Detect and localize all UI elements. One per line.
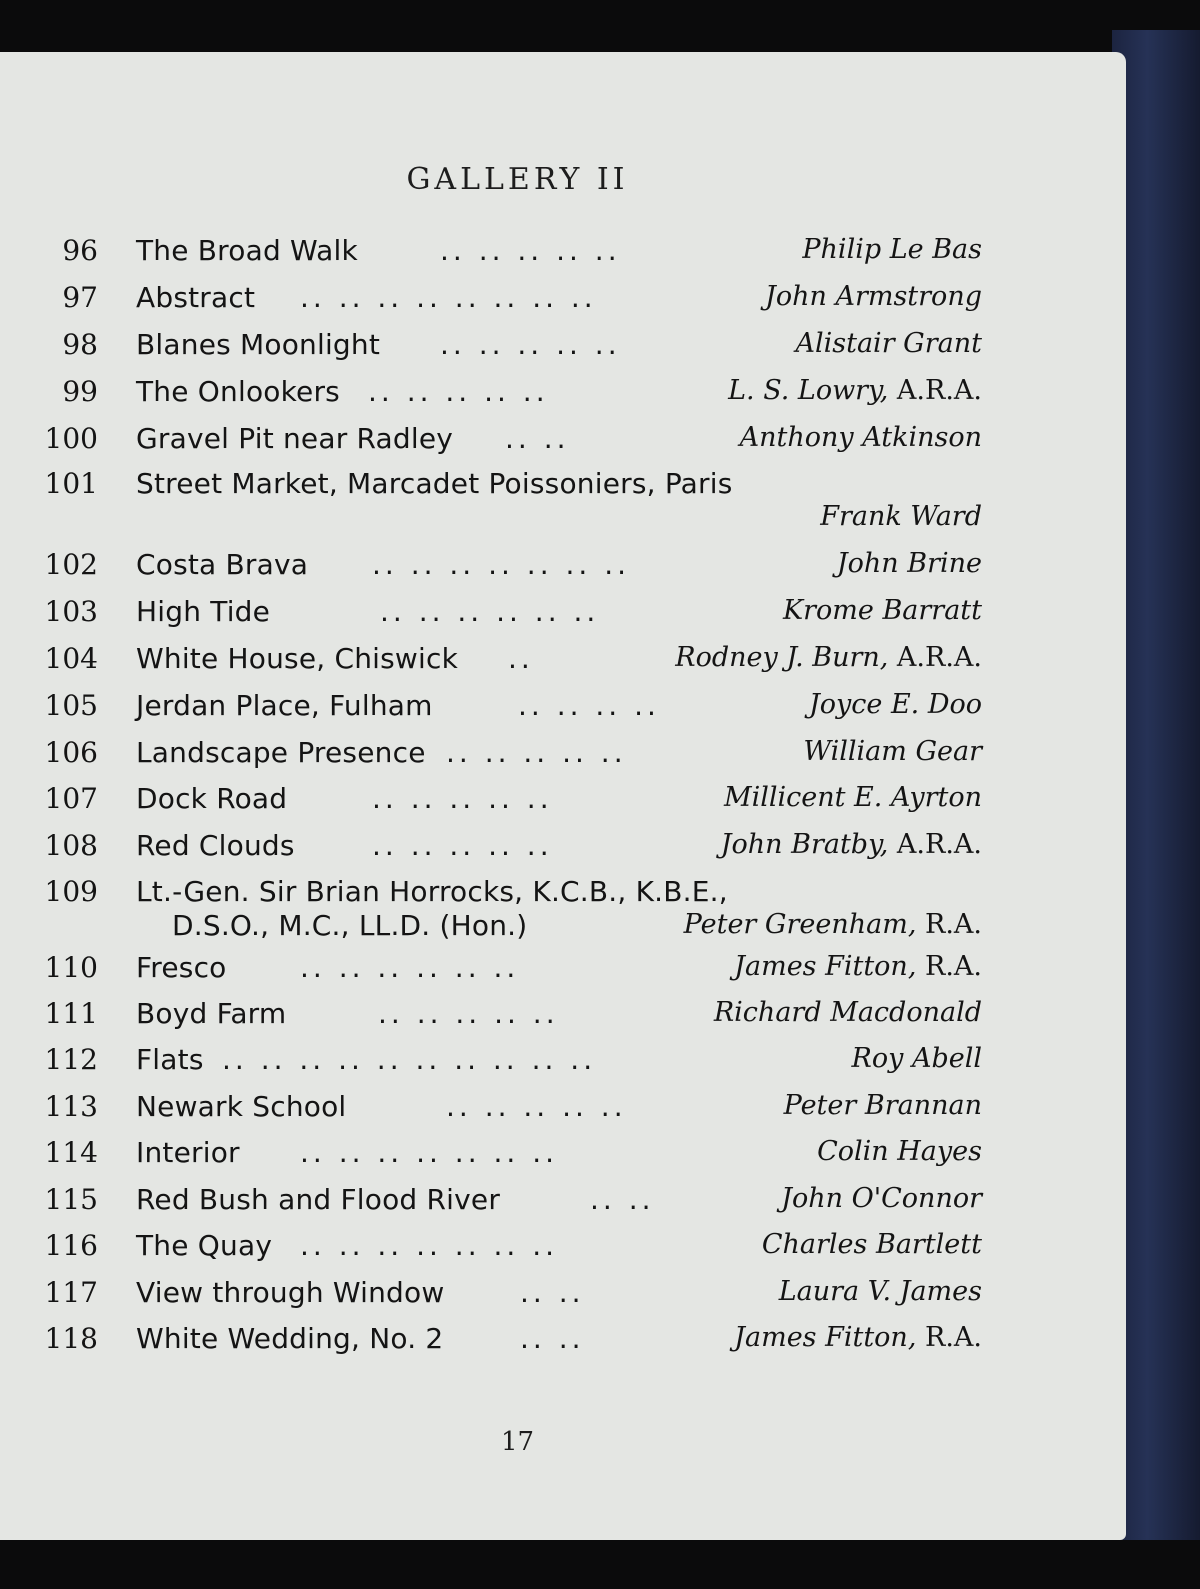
entry-number: 99	[62, 375, 98, 408]
entry-artist: Charles Bartlett	[761, 1229, 982, 1260]
entry-artist: John Brine	[836, 548, 982, 579]
entry-number: 114	[44, 1136, 98, 1169]
entry-title: Fresco	[136, 951, 227, 984]
entry-artist: John Armstrong	[765, 281, 982, 312]
catalogue-entry	[0, 642, 1000, 686]
catalogue-entry	[0, 1136, 1000, 1180]
entry-number: 112	[44, 1043, 98, 1076]
entry-number: 98	[62, 328, 98, 361]
leader-dots: .. .. .. .. .. .. ..	[300, 1136, 559, 1169]
catalogue-entry	[0, 1229, 1000, 1273]
entry-number: 102	[44, 548, 98, 581]
entry-number: 109	[44, 875, 98, 908]
catalogue-entry	[0, 875, 1000, 955]
entry-title: Landscape Presence	[136, 736, 426, 769]
catalogue-entry	[0, 281, 1000, 325]
entry-title: Red Bush and Flood River	[136, 1183, 501, 1216]
entry-number: 105	[44, 689, 98, 722]
entry-title: The Quay	[136, 1229, 273, 1262]
entry-number: 103	[44, 595, 98, 628]
entry-title: Costa Brava	[136, 548, 309, 581]
entry-number: 118	[44, 1322, 98, 1355]
entry-artist: Laura V. James	[778, 1276, 982, 1307]
catalogue-entry	[0, 829, 1000, 873]
entry-number: 100	[44, 422, 98, 455]
catalogue-entry	[0, 375, 1000, 419]
catalogue-entry	[0, 234, 1000, 278]
catalogue-entry	[0, 1322, 1000, 1366]
entry-title: Abstract	[136, 281, 256, 314]
entry-number: 117	[44, 1276, 98, 1309]
entry-artist: Peter Brannan	[783, 1090, 982, 1121]
leader-dots: .. .. .. .. .. ..	[300, 951, 520, 984]
entry-number: 104	[44, 642, 98, 675]
entry-title: Flats	[136, 1043, 204, 1076]
entry-artist: Peter Greenham, R.A.	[683, 909, 982, 940]
entry-artist: Alistair Grant	[795, 328, 982, 359]
entry-number: 111	[44, 997, 98, 1030]
catalogue-entry	[0, 328, 1000, 372]
catalogue-entry	[0, 782, 1000, 826]
catalogue-entry	[0, 736, 1000, 780]
catalogue-entry	[0, 1043, 1000, 1087]
entry-title: Street Market, Marcadet Poissoniers, Paris	[136, 467, 733, 500]
entry-number: 113	[44, 1090, 98, 1123]
leader-dots: .. .. .. .. .. ..	[380, 595, 600, 628]
entry-number: 110	[44, 951, 98, 984]
entry-artist: Krome Barratt	[782, 595, 982, 626]
entry-artist: Philip Le Bas	[802, 234, 982, 265]
catalogue-entry	[0, 548, 1000, 592]
entry-title: Lt.-Gen. Sir Brian Horrocks, K.C.B., K.B.E.,	[136, 875, 728, 908]
entry-number: 106	[44, 736, 98, 769]
entry-title-continued: D.S.O., M.C., LL.D. (Hon.)	[172, 909, 528, 942]
catalogue-entry	[0, 422, 1000, 466]
entry-artist: James Fitton, R.A.	[734, 951, 982, 982]
entry-artist: Colin Hayes	[817, 1136, 982, 1167]
catalogue-entry	[0, 1183, 1000, 1227]
leader-dots: .. .. .. .. .. .. .. ..	[300, 281, 597, 314]
leader-dots: .. ..	[520, 1322, 585, 1355]
catalogue-page	[0, 52, 1126, 1540]
leader-dots: .. .. .. ..	[518, 689, 660, 722]
entry-artist: James Fitton, R.A.	[734, 1322, 982, 1353]
entry-number: 97	[62, 281, 98, 314]
leader-dots: .. ..	[520, 1276, 585, 1309]
entry-title: View through Window	[136, 1276, 445, 1309]
catalogue-entry	[0, 467, 1000, 547]
leader-dots: ..	[508, 642, 534, 675]
entry-artist: William Gear	[803, 736, 982, 767]
entry-artist: Joyce E. Doo	[808, 689, 982, 720]
leader-dots: .. .. .. .. ..	[368, 375, 549, 408]
entry-number: 101	[44, 467, 98, 500]
leader-dots: .. .. .. .. ..	[378, 997, 559, 1030]
leader-dots: .. .. .. .. .. .. ..	[372, 548, 631, 581]
entry-number: 115	[44, 1183, 98, 1216]
catalogue-entry	[0, 1090, 1000, 1134]
entry-artist: Millicent E. Ayrton	[723, 782, 982, 813]
entry-title: Boyd Farm	[136, 997, 287, 1030]
catalogue-entry	[0, 595, 1000, 639]
entry-artist: John O'Connor	[781, 1183, 982, 1214]
leader-dots: .. .. .. .. ..	[440, 328, 621, 361]
entry-title: Blanes Moonlight	[136, 328, 381, 361]
entry-title: White House, Chiswick	[136, 642, 459, 675]
catalogue-entry	[0, 997, 1000, 1041]
entry-artist: L. S. Lowry, A.R.A.	[728, 375, 982, 406]
leader-dots: .. .. .. .. .. .. ..	[300, 1229, 559, 1262]
entry-artist: Anthony Atkinson	[739, 422, 982, 453]
entry-artist: Frank Ward	[820, 501, 982, 532]
leader-dots: .. .. .. .. ..	[372, 782, 553, 815]
leader-dots: .. .. .. .. ..	[440, 234, 621, 267]
leader-dots: .. ..	[590, 1183, 655, 1216]
entry-number: 116	[44, 1229, 98, 1262]
entry-title: Interior	[136, 1136, 240, 1169]
leader-dots: .. .. .. .. ..	[446, 736, 627, 769]
entry-artist: Richard Macdonald	[713, 997, 982, 1028]
entry-title: Gravel Pit near Radley	[136, 422, 454, 455]
entry-title: The Onlookers	[136, 375, 340, 408]
entry-artist: Roy Abell	[851, 1043, 982, 1074]
entry-number: 108	[44, 829, 98, 862]
catalogue-entry	[0, 689, 1000, 733]
entry-title: Newark School	[136, 1090, 347, 1123]
catalogue-entry	[0, 1276, 1000, 1320]
entry-title: White Wedding, No. 2	[136, 1322, 444, 1355]
entry-number: 96	[62, 234, 98, 267]
entry-title: The Broad Walk	[136, 234, 358, 267]
entry-title: Jerdan Place, Fulham	[136, 689, 433, 722]
entry-number: 107	[44, 782, 98, 815]
page-number: 17	[500, 1427, 535, 1457]
page-title: GALLERY II	[406, 162, 629, 197]
leader-dots: .. .. .. .. ..	[372, 829, 553, 862]
entry-title: High Tide	[136, 595, 271, 628]
leader-dots: .. ..	[505, 422, 570, 455]
leader-dots: .. .. .. .. ..	[446, 1090, 627, 1123]
entry-title: Dock Road	[136, 782, 288, 815]
catalogue-entry	[0, 951, 1000, 995]
entry-title: Red Clouds	[136, 829, 295, 862]
entry-artist: Rodney J. Burn, A.R.A.	[675, 642, 982, 673]
entry-artist: John Bratby, A.R.A.	[720, 829, 982, 860]
leader-dots: .. .. .. .. .. .. .. .. .. ..	[222, 1043, 597, 1076]
